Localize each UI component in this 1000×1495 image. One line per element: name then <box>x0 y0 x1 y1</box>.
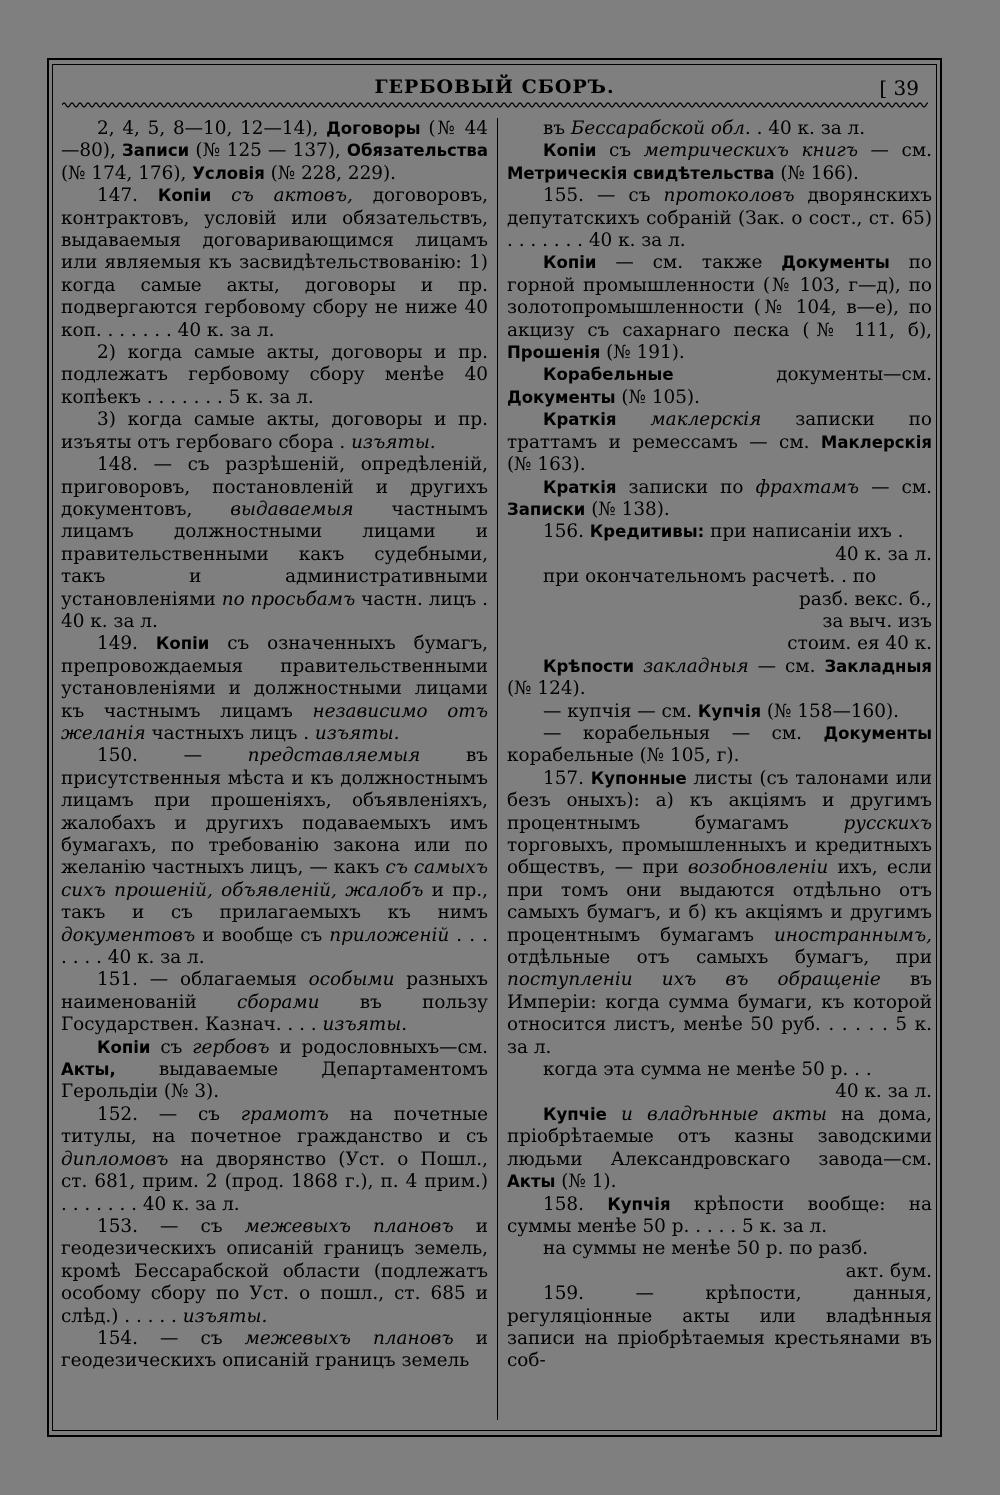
paragraph <box>507 723 932 768</box>
paragraph <box>61 185 488 342</box>
text-run: отдѣльные отъ самыхъ бумагъ, при <box>507 947 932 969</box>
italic-text: закладныя <box>643 655 749 677</box>
paragraph <box>61 969 488 1036</box>
text-run: 2, 4, 5, 8—10, 12—14), <box>97 118 327 139</box>
text-run: . 40 к. за л. <box>750 118 866 139</box>
italic-text: межевыхъ плановъ <box>244 1327 454 1349</box>
text-run: разб. векс. б., <box>798 588 932 610</box>
paragraph <box>507 252 932 364</box>
bold-term: Записи <box>122 141 190 161</box>
bold-term: Копіи <box>97 1037 151 1057</box>
text-run: въ пользу Государствен. Казнач. . . . <box>61 991 489 1036</box>
text-run: на суммы не менѣе 50 р. по разб. <box>543 1238 869 1260</box>
italic-text: Бессарабской обл. <box>570 118 751 139</box>
text-run: документы—см. <box>673 364 932 386</box>
text-run: 150. — <box>97 745 248 767</box>
italic-text: изъяты. <box>314 722 400 744</box>
bold-term: Копіи <box>543 141 597 161</box>
paragraph <box>507 364 932 409</box>
paragraph <box>61 1216 488 1328</box>
paragraph <box>507 633 932 655</box>
italic-text: представляемыя <box>247 745 421 767</box>
paragraph <box>507 566 932 588</box>
bold-term: Купчія <box>697 701 762 721</box>
text-run: — купчія — см. <box>543 700 698 722</box>
paragraph <box>507 1261 932 1283</box>
text-run: 148. — съ разрѣшеній, опредѣленій, приговоровъ, постановленій и другихъ документовъ, <box>61 454 488 520</box>
bold-term: Крѣпости <box>543 656 635 676</box>
paragraph <box>507 768 932 1059</box>
italic-text: документовъ <box>61 924 196 946</box>
bold-term: Копіи <box>155 634 210 654</box>
text-run: когда эта сумма не менѣе 50 р. . . <box>543 1059 872 1081</box>
text-run: 158. <box>543 1193 608 1215</box>
bold-term: Договоры <box>326 119 421 138</box>
paragraph <box>507 1081 932 1103</box>
paragraph <box>507 1283 932 1373</box>
column-divider <box>497 118 498 1420</box>
paragraph <box>507 185 932 252</box>
text-run: 147. <box>97 185 158 207</box>
italic-text: выдаваемыя <box>230 498 354 520</box>
text-run: 151. — облагаемыя <box>97 969 309 991</box>
text-run: въ <box>543 118 571 139</box>
italic-text: возобновленіи <box>687 857 829 879</box>
text-run: — см. <box>748 655 825 677</box>
text-run: (№ 228, 229). <box>264 162 396 184</box>
paragraph <box>507 589 932 611</box>
bold-term: Краткія <box>543 410 617 430</box>
text-run: за выч. изъ <box>822 610 932 632</box>
paragraph <box>507 140 932 185</box>
paragraph <box>507 1238 932 1260</box>
text-run: 149. <box>97 633 156 655</box>
paragraph <box>61 454 488 633</box>
text-run: разныхъ наименованій <box>61 969 488 1013</box>
text-run: записки по траттамъ и ремессамъ — см. <box>507 409 932 453</box>
text-run <box>634 656 643 677</box>
page-title: ГЕРБОВЫЙ СБОРЪ. <box>374 76 615 98</box>
bold-term: Корабельные <box>543 365 674 385</box>
italic-text: дипломовъ <box>61 1148 169 1170</box>
italic-text: протоколовъ <box>663 185 795 207</box>
text-run: — см. <box>857 140 932 162</box>
text-run: договоровъ, контрактовъ, условій или обязательствъ, выдаваемыя договаривающимся лицамъ или являемыя къ засвидѣтельствованію: 1) когда самые акты, договоры и пр. подвергаются гербовому сбору не ниже 40 коп. . . . . . . 40 к. за л. <box>61 185 489 341</box>
paragraph <box>507 701 932 723</box>
bold-term: Акты, <box>61 1060 116 1080</box>
text-run: акт. бум. <box>845 1260 932 1282</box>
paragraph <box>61 1104 488 1216</box>
italic-text: межевыхъ плановъ <box>244 1215 454 1237</box>
text-run: записки по <box>616 476 756 498</box>
paragraph <box>61 342 488 409</box>
text-run: выдаваемые Департаментомъ Герольдіи (№ 3). <box>61 1059 488 1103</box>
italic-text: русскихъ <box>843 812 932 834</box>
text-run: частныхъ лицъ . <box>145 722 315 744</box>
bold-term: Купчіе <box>543 1104 607 1124</box>
text-run: (№ 166). <box>774 162 859 184</box>
text-run: ихъ, если при томъ они выдаются отдѣльно отъ самыхъ бумагъ, и б) къ акціямъ и другимъ процентнымъ бумагамъ <box>507 857 932 946</box>
italic-text: сборами <box>237 991 320 1013</box>
bold-term: Копіи <box>157 186 212 206</box>
text-run: и вообще съ <box>195 924 330 946</box>
text-run: въ Имперіи: когда сумма бумаги, къ которой относится листъ, менѣе 50 руб. . . . . . 5 к. за л. <box>507 969 932 1058</box>
text-run: листы (съ талонами или безъ оныхъ): а) къ акціямъ и другимъ процентнымъ бумагамъ <box>507 767 932 834</box>
text-run: (№ 158—160). <box>761 700 899 722</box>
text-run: 157. <box>543 767 591 789</box>
text-run: 3) когда самые акты, договоры и пр. изъяты отъ гербоваго сбора . <box>61 409 488 453</box>
paragraph <box>61 633 488 745</box>
italic-text: изъяты. <box>351 431 436 453</box>
text-run: въ присутственныя мѣста и къ должностнымъ лицамъ при прошеніяхъ, объявленіяхъ, жалобахъ и другихъ подаваемыхъ имъ бумагахъ, по требованію закона или по желанію частныхъ лицъ, — какъ <box>61 745 488 879</box>
bold-term: Прошенія <box>507 343 601 363</box>
bold-term: Закладныя <box>824 656 932 676</box>
paragraph <box>61 409 488 454</box>
paragraph <box>507 1194 932 1239</box>
italic-text: изъяты. <box>182 1305 268 1327</box>
bold-term: Кредитивы: <box>589 522 705 542</box>
text-run <box>616 409 650 430</box>
text-run: 159. — крѣпости, данныя, регуляціонные акты или владѣнныя записи на пріобрѣтаемыя крестьянами въ соб- <box>507 1283 932 1372</box>
bold-term: Краткія <box>543 477 617 497</box>
text-run: на дома, пріобрѣтаемые отъ казны заводскими людьми Александровскаго завода—см. <box>507 1103 932 1170</box>
bold-term: Условія <box>192 163 265 183</box>
text-run: 154. — съ <box>97 1327 245 1349</box>
paragraph <box>507 656 932 701</box>
right-column <box>507 118 932 1373</box>
text-run: — см. <box>859 476 932 498</box>
paragraph <box>61 745 488 969</box>
bold-term: Копіи <box>543 253 597 273</box>
text-run: (№ 163). <box>507 454 586 476</box>
text-run: (№ 44—80), <box>61 118 489 162</box>
bold-term: Обязательства <box>346 141 488 161</box>
wavy-rule <box>62 100 928 110</box>
bold-term: Документы <box>507 387 616 407</box>
text-run: по горной промышленности (№ 103, г—д), по золотопромышленности (№ 104, в—е), по акцизу съ сахарнаго песка (№ 111, б), <box>507 252 932 341</box>
text-run: торговыхъ, промышленныхъ и кредитныхъ обществъ, — при <box>507 835 932 879</box>
text-run: крѣпости вообще: на суммы менѣе 50 р. . . . . 5 к. за л. <box>507 1193 932 1237</box>
bold-term: Документы <box>823 723 932 743</box>
text-run: 152. — съ <box>97 1103 241 1125</box>
bold-term: Купонные <box>590 768 687 788</box>
text-run: — см. также <box>596 252 782 274</box>
italic-text: грамотъ <box>240 1103 329 1125</box>
text-run: при написаніи ихъ . <box>704 521 904 543</box>
paragraph <box>507 409 932 476</box>
text-run: съ <box>150 1036 193 1058</box>
text-run: — корабельныя — см. <box>543 722 824 744</box>
italic-text: фрахтамъ <box>755 476 859 498</box>
paragraph <box>507 611 932 633</box>
text-run: 155. — съ <box>543 185 664 207</box>
text-run: и геодезическихъ описаній границъ земель, кромѣ Бессарабской области (подлежатъ особому сбору по Уст. о пошл., ст. 685 и слѣд.) . . . . . <box>61 1215 488 1327</box>
text-run: и геодезическихъ описаній границъ земель <box>61 1327 488 1372</box>
text-run: . . . . . . . 40 к. за л. <box>61 924 488 969</box>
text-run: частнымъ лицамъ должностными лицами и правительственными какъ судебными, такъ и административными установленіями <box>61 498 489 610</box>
text-run: 40 к. за л. <box>835 543 932 565</box>
italic-text: гербовъ <box>192 1036 270 1058</box>
paragraph <box>507 544 932 566</box>
italic-text: метрическихъ книгъ <box>643 140 858 162</box>
bold-term: Маклерскія <box>820 432 932 452</box>
text-run <box>607 1104 621 1125</box>
text-run: и родословныхъ—см. <box>269 1036 488 1058</box>
paragraph <box>507 477 932 522</box>
text-run: на дворянство (Уст. о Пошл., ст. 681, прим. 2 (прод. 1868 г.), п. 4 прим.) . . . . . . . 40 к. за л. <box>61 1148 488 1215</box>
italic-text: съ самыхъ сихъ прошеній, объявленій, жалобъ <box>61 857 489 901</box>
text-run: (№ 1). <box>555 1171 617 1193</box>
italic-text: изъяты. <box>322 1014 408 1036</box>
paragraph <box>507 118 932 140</box>
bold-term: Записки <box>507 499 586 519</box>
text-run: и пр., такъ и съ прилагаемыхъ къ нимъ <box>61 879 488 924</box>
text-run: 153. — съ <box>97 1215 245 1237</box>
text-run: (№ 174, 176), <box>61 162 193 184</box>
italic-text: и владѣнные акты <box>621 1103 827 1125</box>
bold-term: Метрическія свидѣтельства <box>507 163 775 183</box>
text-run: (№ 124). <box>507 678 586 700</box>
text-run: съ означенныхъ бумагъ, препровождаемыя правительственными установленіями и должностными лицами къ частнымъ лицамъ <box>61 633 488 722</box>
left-column <box>61 118 488 1373</box>
italic-text: поступленіи ихъ въ обращеніе <box>507 969 881 991</box>
italic-text: приложеній <box>329 924 450 946</box>
bold-term: Купчія <box>607 1194 671 1214</box>
text-run: при окончательномъ расчетѣ. . по <box>543 566 877 588</box>
text-run: (№ 138). <box>585 498 670 520</box>
text-run: (№ 125 — 137), <box>189 140 347 162</box>
italic-text: иностраннымъ, <box>773 924 932 946</box>
text-run <box>211 185 231 206</box>
text-run: съ <box>596 140 644 162</box>
paragraph <box>507 521 932 543</box>
text-run: на почетные титулы, на почетное гражданство и съ <box>61 1103 488 1148</box>
text-run: (№ 105). <box>615 386 700 408</box>
text-run: дворянскихъ депутатскихъ собраній (Зак. о сост., ст. 65) . . . . . . . 40 к. за л. <box>507 185 932 252</box>
paragraph <box>61 1037 488 1104</box>
text-run: стоим. ея 40 к. <box>787 633 932 655</box>
bold-term: Документы <box>781 253 890 273</box>
text-run: частн. лицъ . 40 к. за л. <box>61 588 488 632</box>
bold-term: Акты <box>507 1172 556 1192</box>
paragraph <box>507 1104 932 1194</box>
italic-text: маклерскія <box>650 409 762 431</box>
page-number: [ 39 <box>879 76 919 100</box>
paragraph <box>61 118 488 185</box>
text-run: корабельные (№ 105, г). <box>507 745 740 767</box>
paragraph <box>507 1059 932 1081</box>
text-run: 156. <box>543 521 590 543</box>
italic-text: съ актовъ, <box>231 185 353 207</box>
italic-text: независимо отъ желанія <box>61 700 489 744</box>
text-run: 40 к. за л. <box>835 1081 932 1103</box>
italic-text: особыми <box>308 969 395 991</box>
text-run: 2) когда самые акты, договоры и пр. подлежатъ гербовому сбору менѣе 40 копѣекъ . . . . . . . 5 к. за л. <box>61 342 488 408</box>
text-run: (№ 191). <box>600 342 685 364</box>
italic-text: по просьбамъ <box>221 588 356 610</box>
paragraph <box>61 1328 488 1373</box>
